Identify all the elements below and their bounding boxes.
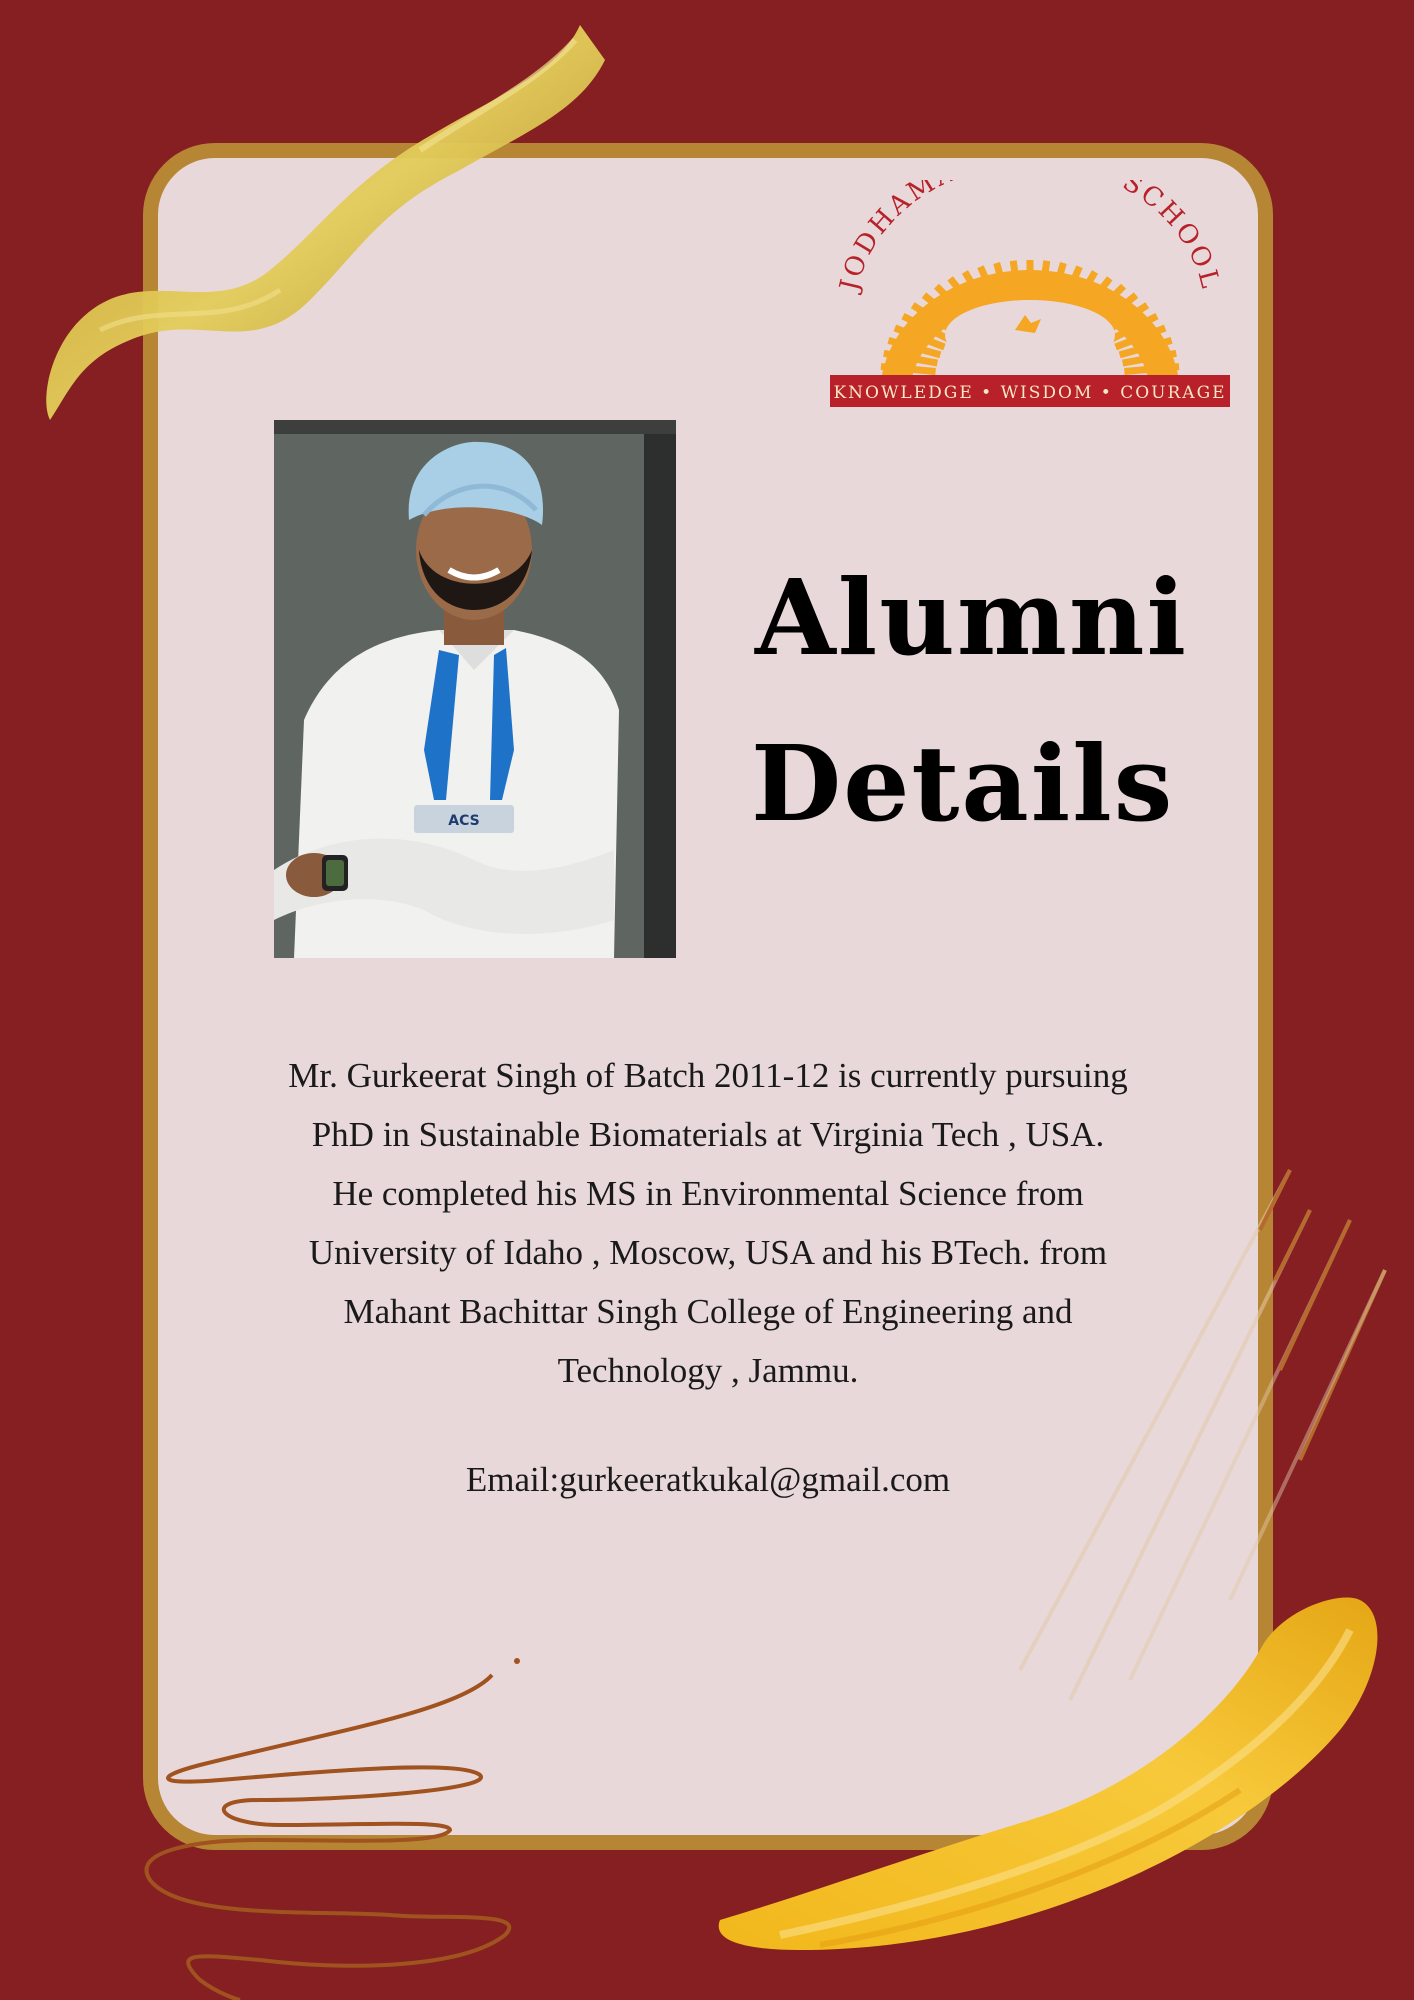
gold-brush-stroke-top [20, 0, 620, 440]
bio-line: PhD in Sustainable Biomaterials at Virginia Tech , USA. [311, 1115, 1105, 1154]
badge-text: ACS [448, 813, 480, 829]
bio-line: Mr. Gurkeerat Singh of Batch 2011-12 is currently pursuing [288, 1056, 1128, 1095]
bio-line: He completed his MS in Environmental Science from [332, 1174, 1084, 1213]
contact-email: Email:gurkeeratkukal@gmail.com [465, 1460, 951, 1499]
school-logo [820, 180, 1240, 410]
alumni-photo [274, 420, 676, 958]
portrait-image [274, 420, 676, 958]
yellow-brush-stroke-bottom [700, 1590, 1414, 2000]
title-line-details: Details [751, 722, 1175, 845]
title-line-alumni: Alumni [755, 556, 1188, 679]
school-name-text: JODHAM SCHOOL [834, 180, 1226, 294]
bio-line: Mahant Bachittar Singh College of Engineering and [343, 1292, 1073, 1331]
school-motto: KNOWLEDGE • WISDOM • COURAGE [833, 383, 1227, 403]
bio-line: University of Idaho , Moscow, USA and his BTech. from [308, 1233, 1108, 1272]
bio-line: Technology , Jammu. [557, 1351, 859, 1390]
decorative-scribble [140, 1650, 540, 2000]
page-title [751, 535, 1235, 867]
school-logo-emblem [820, 180, 1240, 410]
